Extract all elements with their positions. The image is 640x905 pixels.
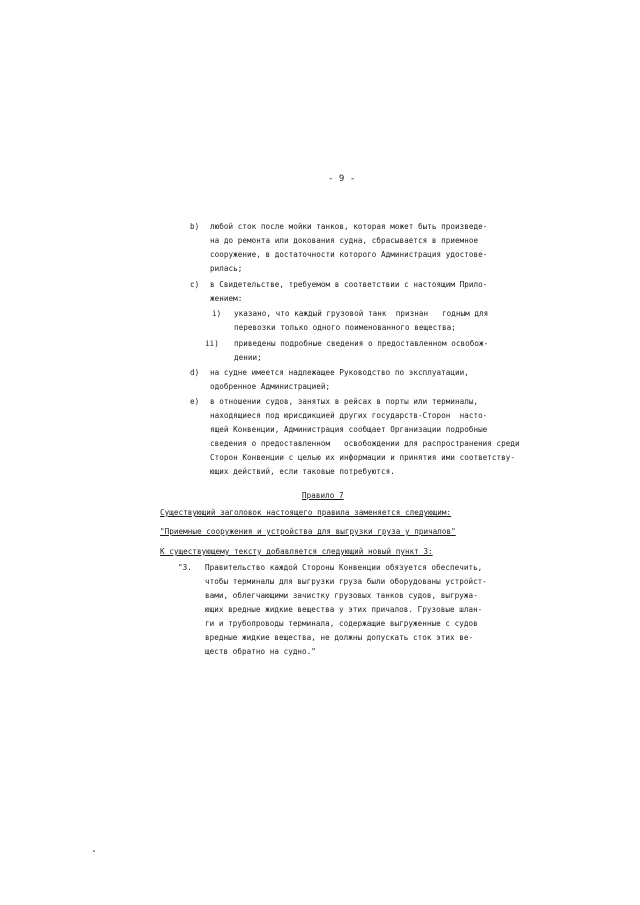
item-c-line-2: жением:: [210, 294, 243, 303]
point-3-line-6: вредные жидкие вещества, не должны допускать сток этих ве-: [205, 633, 474, 642]
point-3-line-3: вами, облегчающими зачистку грузовых танков судов, выгружа-: [205, 591, 478, 600]
item-b-line-1: любой сток после мойки танков, которая может быть произведе-: [210, 222, 488, 231]
item-e-line-6: ющих действий, если таковые потребуются.: [210, 467, 395, 476]
item-e-line-1: в отношении судов, занятых в рейсах в порты или терминалы,: [210, 397, 479, 406]
item-b-line-2: на до ремонта или докования судна, сбрасывается в приемное: [210, 236, 479, 245]
item-e-marker: e): [190, 397, 200, 406]
point-3-marker: "3.: [178, 563, 192, 572]
item-c-marker: c): [190, 280, 200, 289]
item-c-line-1: в Свидетельстве, требуемом в соответствии с настоящим Прило-: [210, 280, 488, 289]
rule-heading: Правило 7: [302, 491, 344, 500]
item-e-line-4: сведения о предоставленном освобождении для распространения среди: [210, 439, 520, 448]
item-e-line-2: находящиеся под юрисдикцией других государств-Сторон насто-: [210, 411, 488, 420]
new-heading: "Приемные сооружения и устройства для выгрузки груза у причалов": [160, 527, 456, 536]
point-3-line-1: Правительство каждой Стороны Конвенции обязуется обеспечить,: [205, 563, 483, 572]
page-number: - 9 -: [328, 174, 356, 184]
item-d-line-2: одобренное Администрацией;: [210, 382, 331, 391]
item-b-line-3: сооружение, в достаточности которого Администрация удостове-: [210, 250, 488, 259]
item-c-ii-line-2: дении;: [234, 353, 262, 362]
item-d-marker: d): [190, 368, 200, 377]
item-d-line-1: на судне имеется надлежащее Руководство по эксплуатации,: [210, 368, 469, 377]
item-c-i-marker: i): [212, 309, 222, 318]
existing-heading-sentence: Существующий заголовок настоящего правила заменяется следующим:: [160, 508, 452, 517]
item-e-line-3: ящей Конвенции, Администрация сообщает Организации подробные: [210, 425, 488, 434]
item-c-ii-line-1: приведены подробные сведения о предоставленном освобож-: [234, 339, 489, 348]
item-e-line-5: Сторон Конвенции с целью их информации и принятия ими соответству-: [210, 453, 516, 462]
point-3-line-5: ги и трубопроводы терминала, содержащие выгруженные с судов: [205, 619, 478, 628]
item-b-marker: b): [190, 222, 200, 231]
point-3-line-4: ющих вредные жидкие вещества у этих причалов. Грузовые шлан-: [205, 605, 483, 614]
scan-speck: [93, 850, 95, 852]
item-c-i-line-1: указано, что каждый грузовой танк признан годным для: [234, 309, 489, 318]
item-c-i-line-2: перевозки только одного поименованного вещества;: [234, 323, 456, 332]
point-3-line-2: чтобы терминалы для выгрузки груза были оборудованы устройст-: [205, 577, 487, 586]
point-3-line-7: ществ обратно на судно.": [205, 647, 316, 656]
existing-text-sentence: К существующему тексту добавляется следующий новый пункт 3:: [160, 547, 433, 556]
item-b-line-4: рилась;: [210, 264, 243, 273]
item-c-ii-marker: ii): [205, 339, 219, 348]
